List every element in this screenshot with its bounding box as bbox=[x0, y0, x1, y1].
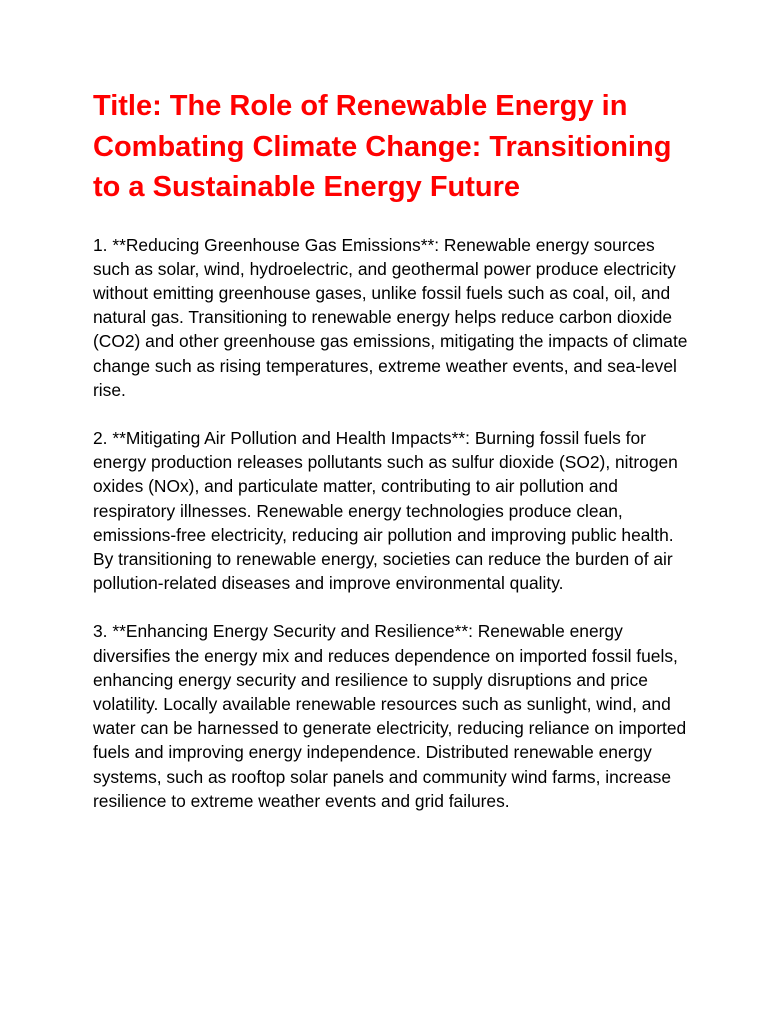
paragraph-energy-security: 3. **Enhancing Energy Security and Resilience**: Renewable energy diversifies the energy mix and reduces dependence on imported fossil fuels, enhancing energy security and resilience to supply disruptions and price volatility. Locally available renewable resources such as sunlight, wind, and water can be harnessed to generate electricity, reducing reliance on imported fuels and improving energy independence. Distributed renewable energy systems, such as rooftop solar panels and community wind farms, increase resilience to extreme weather events and grid failures. bbox=[93, 621, 687, 811]
document-page bbox=[93, 86, 693, 813]
paragraph-greenhouse-gas-emissions: 1. **Reducing Greenhouse Gas Emissions**: Renewable energy sources such as solar, wind, hydroelectric, and geothermal power produce electricity without emitting greenhouse gases, unlike fossil fuels such as coal, oil, and natural gas. Transitioning to renewable energy helps reduce carbon dioxide (CO2) and other greenhouse gas emissions, mitigating the impacts of climate change such as rising temperatures, extreme weather events, and sea-level rise. bbox=[93, 234, 688, 400]
document-title: Title: The Role of Renewable Energy in Combating Climate Change: Transitioning to a Sustainable Energy Future bbox=[93, 90, 672, 203]
paragraph-air-pollution-health: 2. **Mitigating Air Pollution and Health Impacts**: Burning fossil fuels for energy production releases pollutants such as sulfur dioxide (SO2), nitrogen oxides (NOx), and particulate matter, contributing to air pollution and respiratory illnesses. Renewable energy technologies produce clean, emissions-free electricity, reducing air pollution and improving public health. By transitioning to renewable energy, societies can reduce the burden of air pollution-related diseases and improve environmental quality. bbox=[93, 427, 678, 594]
